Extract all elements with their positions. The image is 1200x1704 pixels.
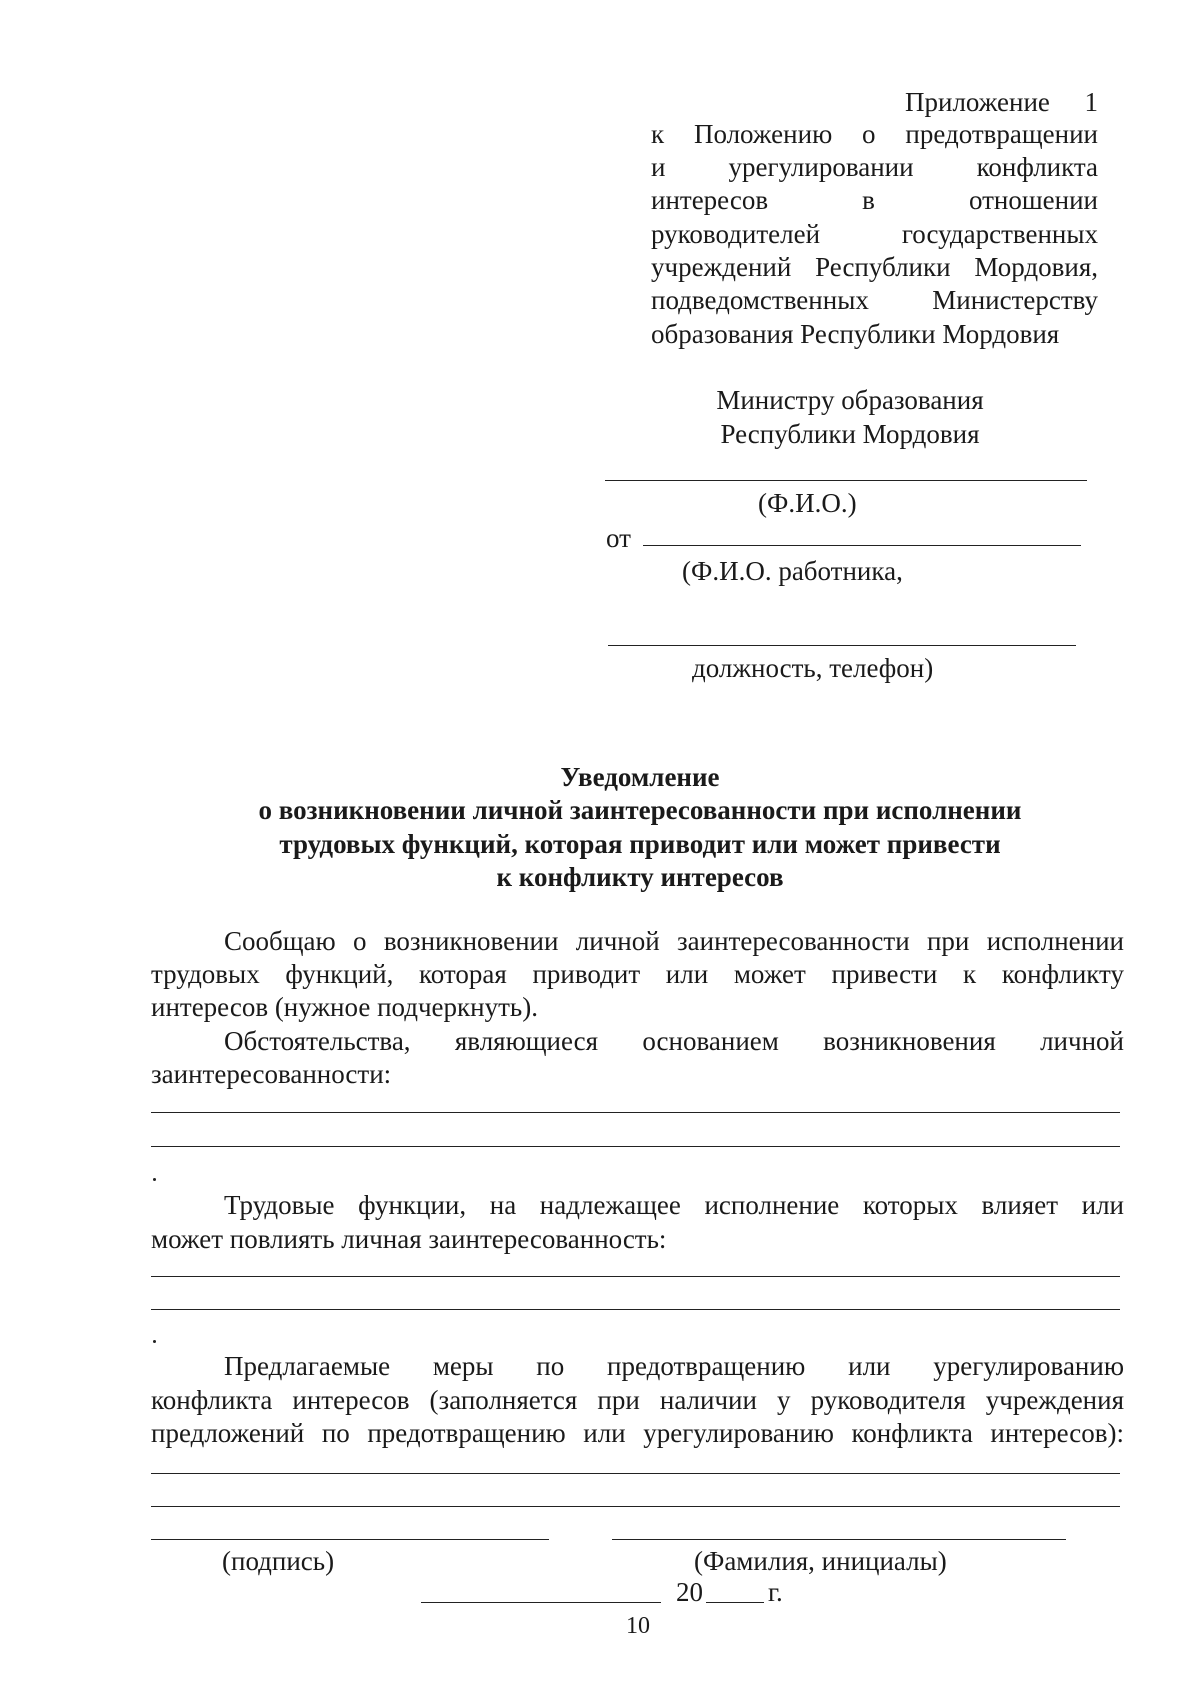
from-label: от (606, 523, 631, 553)
year-prefix: 20 (676, 1577, 703, 1607)
year-suffix: г. (768, 1577, 783, 1607)
p2-fill-line-2 (151, 1146, 1120, 1147)
signature-line (151, 1539, 549, 1540)
appendix-line-2: и урегулировании конфликта (651, 152, 1098, 182)
position-caption: должность, телефон) (692, 653, 934, 683)
notice-subtitle-2: трудовых функций, которая приводит или может привести (279, 829, 1001, 859)
p1-line-2: трудовых функций, которая приводит или может привести к конфликту (151, 959, 1124, 989)
employee-caption: (Ф.И.О. работника, (682, 556, 903, 586)
notice-subtitle-3: к конфликту интересов (496, 862, 784, 892)
addressee-line-1: Министру образования (716, 385, 984, 415)
appendix-line-5: учреждений Республики Мордовия, (651, 252, 1098, 282)
addressee-line-2: Республики Мордовия (720, 419, 980, 449)
employee-fio-line (643, 545, 1081, 546)
appendix-line-4: руководителей государственных (651, 219, 1098, 249)
p2-line-1: Обстоятельства, являющиеся основанием возникновения личной (224, 1026, 1124, 1056)
p2-end-dot (153, 1178, 156, 1181)
p1-line-1: Сообщаю о возникновении личной заинтересованности при исполнении (224, 926, 1124, 956)
signature-caption: (подпись) (222, 1546, 335, 1576)
name-line (612, 1539, 1066, 1540)
p4-fill-line-2 (151, 1506, 1120, 1507)
date-line (421, 1602, 661, 1603)
p3-fill-line-2 (151, 1309, 1120, 1310)
p2-fill-line-1 (151, 1112, 1120, 1113)
appendix-line-1: к Положению о предотвращении (651, 119, 1098, 149)
year-line (706, 1602, 764, 1603)
notice-title: Уведомление (560, 762, 720, 792)
p3-line-2: может повлиять личная заинтересованность: (151, 1224, 667, 1254)
fio-caption: (Ф.И.О.) (758, 488, 857, 518)
minister-fio-line (605, 480, 1087, 481)
p4-fill-line-1 (151, 1473, 1120, 1474)
page-number: 10 (626, 1613, 650, 1639)
appendix-line-6: подведомственных Министерству (651, 285, 1098, 315)
appendix-title: Приложение 1 (905, 87, 1098, 117)
appendix-line-7: образования Республики Мордовия (651, 319, 1060, 349)
p3-fill-line-1 (151, 1276, 1120, 1277)
p3-end-dot (153, 1340, 156, 1343)
name-caption: (Фамилия, инициалы) (694, 1546, 947, 1576)
p4-line-1: Предлагаемые меры по предотвращению или урегулированию (224, 1351, 1124, 1381)
employee-position-line (608, 645, 1076, 646)
p2-line-2: заинтересованности: (151, 1059, 392, 1089)
p1-line-3: интересов (нужное подчеркнуть). (151, 992, 538, 1022)
appendix-line-3: интересов в отношении (651, 185, 1098, 215)
notice-subtitle-1: о возникновении личной заинтересованности при исполнении (258, 795, 1022, 825)
p4-line-2: конфликта интересов (заполняется при наличии у руководителя учреждения (151, 1385, 1124, 1415)
p4-line-3: предложений по предотвращению или урегулированию конфликта интересов): (151, 1418, 1124, 1448)
p3-line-1: Трудовые функции, на надлежащее исполнение которых влияет или (224, 1190, 1124, 1220)
